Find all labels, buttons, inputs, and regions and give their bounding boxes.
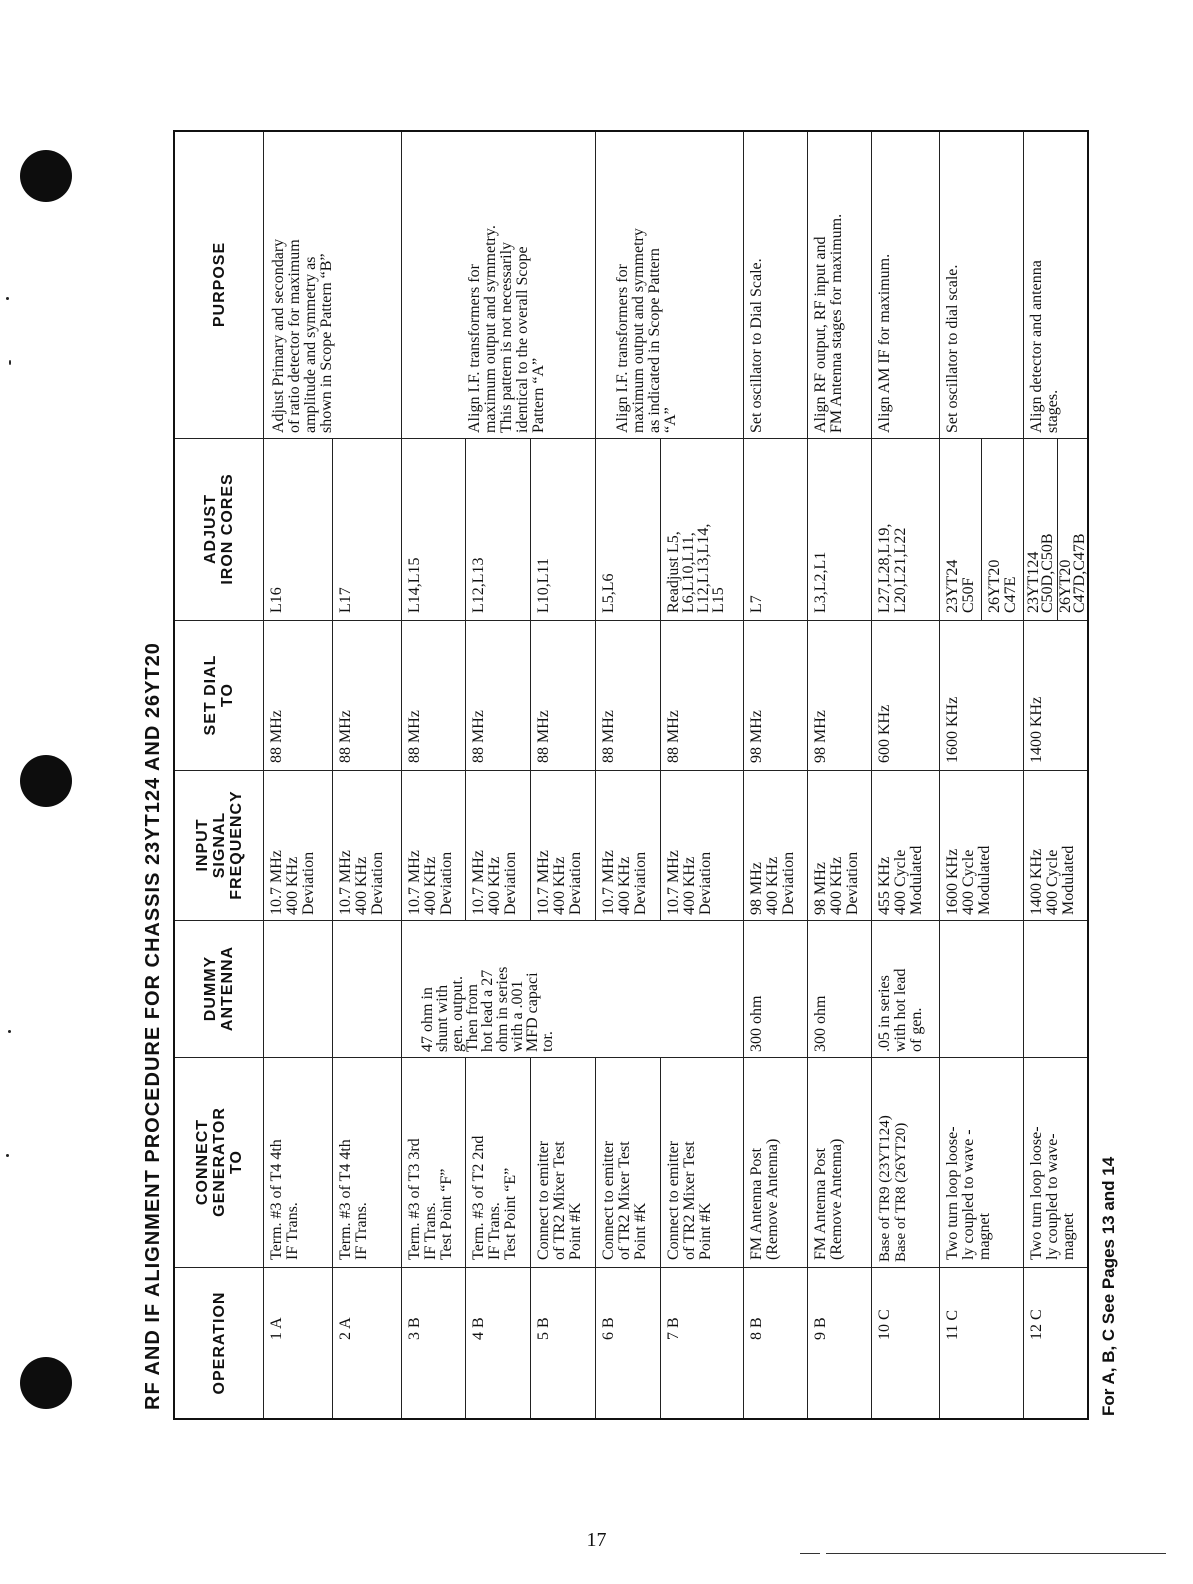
column-divider xyxy=(175,438,1087,439)
alignment-table xyxy=(173,130,1089,1420)
input-11c: 1600 KHz 400 Cycle Modulated xyxy=(944,845,993,915)
connect-3b: Term. #3 of T3 3rd IF Trans. Test Point “F” xyxy=(406,1138,455,1260)
cores-12c-23yt: 23YT124 C50D,C50B xyxy=(1025,533,1056,613)
operation-5b: 5 B xyxy=(535,1317,552,1340)
input-1a: 10.7 MHz 400 KHz Deviation xyxy=(268,850,317,915)
dummy-9b: 300 ohm xyxy=(812,995,829,1052)
dummy-antenna-3b-7b: 47 ohm in shunt with gen. output. Then from hot lead a 27 ohm in series with a .001 MFD capaci tor. xyxy=(419,966,556,1052)
scan-speck xyxy=(6,297,9,300)
bottom-rule xyxy=(826,1553,1166,1554)
dial-8b: 98 MHz xyxy=(748,710,765,763)
operation-6b: 6 B xyxy=(600,1317,617,1340)
input-6b: 10.7 MHz 400 KHz Deviation xyxy=(600,850,649,915)
purpose-3b-5b: Align I.F. transformers for maximum output and symmetry. This pattern is not necessarily identical to the overall Scope Pattern “A” xyxy=(466,225,547,433)
purpose-9b: Align RF output, RF input and FM Antenna stages for maximum. xyxy=(812,213,845,433)
page-title: RF AND IF ALIGNMENT PROCEDURE FOR CHASSIS 23YT124 AND 26YT20 xyxy=(142,642,164,1410)
purpose-11c: Set oscillator to dial scale. xyxy=(944,264,961,433)
scan-speck xyxy=(8,1030,11,1033)
input-7b: 10.7 MHz 400 KHz Deviation xyxy=(665,850,714,915)
column-divider xyxy=(175,770,1087,771)
header-input-signal: INPUT SIGNAL FREQUENCY xyxy=(193,790,245,900)
header-purpose: PURPOSE xyxy=(210,241,228,328)
row-divider xyxy=(332,439,333,1418)
row-divider xyxy=(595,1058,596,1418)
cores-6b: L5,L6 xyxy=(600,573,617,613)
input-9b: 98 MHz 400 KHz Deviation xyxy=(812,851,861,915)
input-3b: 10.7 MHz 400 KHz Deviation xyxy=(406,850,455,915)
dial-12c: 1400 KHz xyxy=(1028,696,1045,763)
operation-9b: 9 B xyxy=(812,1317,829,1340)
connect-12c: Two turn loop loose- ly coupled to wave- magnet xyxy=(1028,1126,1077,1260)
connect-1a: Term. #3 of T4 4th IF Trans. xyxy=(268,1139,301,1260)
operation-3b: 3 B xyxy=(406,1317,423,1340)
header-divider xyxy=(263,132,264,1418)
row-divider xyxy=(595,132,596,921)
header-iron-cores: ADJUST IRON CORES xyxy=(202,473,236,585)
dial-9b: 98 MHz xyxy=(812,710,829,763)
cores-11c-23yt: 23YT24 C50F xyxy=(944,559,977,613)
cores-subdivider xyxy=(981,439,982,621)
dial-4b: 88 MHz xyxy=(470,710,487,763)
scan-speck xyxy=(6,1154,9,1157)
input-5b: 10.7 MHz 400 KHz Deviation xyxy=(535,850,584,915)
row-divider xyxy=(743,132,744,1418)
dial-1a: 88 MHz xyxy=(268,710,285,763)
cores-5b: L10,L11 xyxy=(535,558,552,613)
dial-6b: 88 MHz xyxy=(600,710,617,763)
binder-hole-bottom xyxy=(20,1357,72,1409)
page-number: 17 xyxy=(586,1529,607,1551)
input-8b: 98 MHz 400 KHz Deviation xyxy=(748,851,797,915)
table-header-row xyxy=(175,132,263,1418)
operation-12c: 12 C xyxy=(1028,1309,1045,1340)
cores-1a: L16 xyxy=(268,587,285,613)
purpose-12c: Align detector and antenna stages. xyxy=(1028,260,1061,433)
connect-2a: Term. #3 of T4 4th IF Trans. xyxy=(337,1139,370,1260)
row-divider xyxy=(871,132,872,1418)
row-divider xyxy=(660,1058,661,1418)
row-divider xyxy=(807,132,808,1418)
row-divider xyxy=(660,439,661,921)
dial-11c: 1600 KHz xyxy=(944,696,961,763)
column-divider xyxy=(175,620,1087,621)
operation-10c: 10 C xyxy=(876,1309,893,1340)
cores-4b: L12,L13 xyxy=(470,557,487,613)
binder-hole-top xyxy=(20,150,72,202)
input-4b: 10.7 MHz 400 KHz Deviation xyxy=(470,850,519,915)
purpose-6b-7b: Align I.F. transformers for maximum output and symmetry as indicated in Scope Pattern “A” xyxy=(614,228,679,433)
dummy-8b: 300 ohm xyxy=(748,995,765,1052)
row-divider xyxy=(465,1058,466,1418)
column-divider xyxy=(175,1057,1087,1058)
purpose-1a-2a: Adjust Primary and secondary of ratio detector for maximum amplitude and symmetry as shown in Scope Pattern “B” xyxy=(270,238,335,433)
header-operation: OPERATION xyxy=(210,1291,228,1395)
input-12c: 1400 KHz 400 Cycle Modulated xyxy=(1028,845,1077,915)
row-divider xyxy=(1023,132,1024,1418)
input-2a: 10.7 MHz 400 KHz Deviation xyxy=(337,850,386,915)
cores-12c-26yt: 26YT20 C47D,C47B xyxy=(1057,533,1088,613)
cores-2a: L17 xyxy=(337,587,354,613)
connect-8b: FM Antenna Post (Remove Antenna) xyxy=(748,1138,781,1260)
cores-11c-26yt: 26YT20 C47E xyxy=(986,559,1019,613)
cores-8b: L7 xyxy=(748,595,765,613)
column-divider xyxy=(175,1267,1087,1268)
connect-11c: Two turn loop loose- ly coupled to wave - magnet xyxy=(944,1126,993,1260)
header-dummy-antenna: DUMMY ANTENNA xyxy=(202,945,236,1032)
header-connect-generator: CONNECT GENERATOR TO xyxy=(193,1107,245,1217)
cores-7b: Readjust L5, L6,L10,L11, L12,L13,L14, L15 xyxy=(665,523,727,613)
operation-11c: 11 C xyxy=(944,1309,961,1340)
row-divider xyxy=(465,439,466,921)
dial-7b: 88 MHz xyxy=(665,710,682,763)
connect-7b: Connect to emitter of TR2 Mixer Test Point #K xyxy=(665,1140,714,1260)
header-set-dial: SET DIAL TO xyxy=(202,654,236,736)
connect-9b: FM Antenna Post (Remove Antenna) xyxy=(812,1138,845,1260)
operation-8b: 8 B xyxy=(748,1317,765,1340)
cores-9b: L3,L2,L1 xyxy=(812,551,829,613)
row-divider xyxy=(939,132,940,1418)
cores-3b: L14,L15 xyxy=(406,557,423,613)
scan-speck xyxy=(9,360,11,365)
connect-5b: Connect to emitter of TR2 Mixer Test Point #K xyxy=(535,1140,584,1260)
dial-10c: 600 KHz xyxy=(876,704,893,763)
dial-3b: 88 MHz xyxy=(406,710,423,763)
connect-10c: Base of TR9 (23YT124) Base of TR8 (26YT20) xyxy=(877,1115,909,1262)
connect-6b: Connect to emitter of TR2 Mixer Test Point #K xyxy=(600,1140,649,1260)
row-divider xyxy=(401,132,402,1418)
dummy-10c: .05 in series with hot lead of gen. xyxy=(876,968,925,1052)
operation-1a: 1 A xyxy=(268,1317,285,1340)
binder-hole-middle xyxy=(20,755,72,807)
purpose-8b: Set oscillator to Dial Scale. xyxy=(748,258,765,433)
operation-2a: 2 A xyxy=(337,1317,354,1340)
purpose-10c: Align AM IF for maximum. xyxy=(876,253,893,433)
dial-5b: 88 MHz xyxy=(535,710,552,763)
column-divider xyxy=(175,920,1087,921)
connect-4b: Term. #3 of T2 2nd IF Trans. Test Point “E” xyxy=(470,1135,519,1260)
row-divider xyxy=(530,439,531,921)
bottom-rule xyxy=(800,1553,820,1554)
footer-note: For A, B, C See Pages 13 and 14 xyxy=(1099,1156,1118,1416)
dial-2a: 88 MHz xyxy=(337,710,354,763)
input-10c: 455 KHz 400 Cycle Modulated xyxy=(876,845,925,915)
operation-7b: 7 B xyxy=(665,1317,682,1340)
cores-10c: L27,L28,L19, L20,L21,L22 xyxy=(876,523,909,613)
rotated-table-panel xyxy=(135,130,1130,1420)
row-divider xyxy=(530,1058,531,1418)
operation-4b: 4 B xyxy=(470,1317,487,1340)
